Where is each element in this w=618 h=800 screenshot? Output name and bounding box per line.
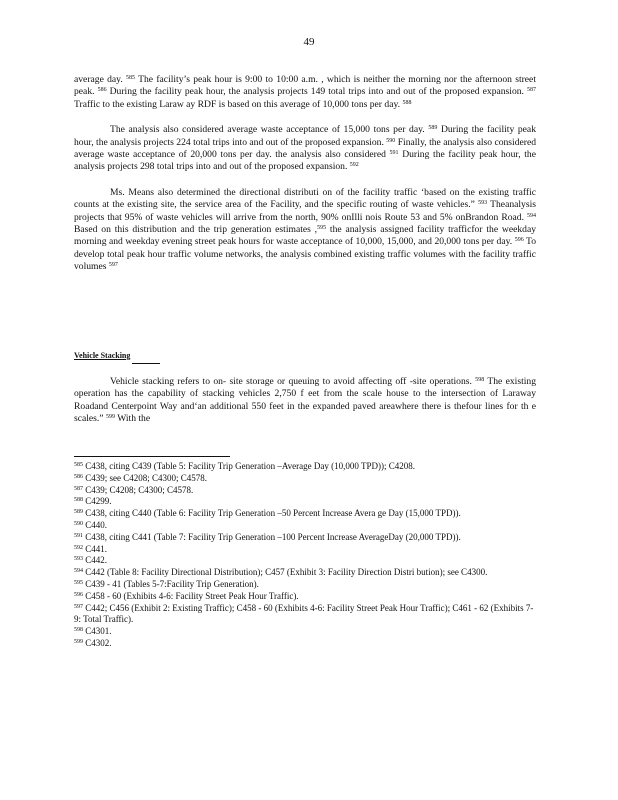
heading-underline [132,363,160,364]
footnote-number: 588 [74,497,83,504]
text-run: The facility’s peak hour is 9:00 to 10:00 a.m. , which is neither the morning nor the afternoon street peak. [74,74,536,98]
footnote [74,555,536,567]
footnote-ref: 591 [389,150,399,157]
footnote-ref: 598 [475,377,485,383]
footnote-number: 595 [74,579,83,586]
section-heading: Vehicle Stacking [74,351,131,360]
footnote-text: C439; see C4208; C4300; C4578. [83,472,208,483]
text-run: Vehicle stacking refers to on- site storage or queuing to avoid affecting off -site operations. [110,376,476,387]
footnote-number: 591 [74,532,83,539]
footnotes [74,461,536,650]
text-run: During the facility peak hour, the analysis projects 224 total trips into and out of the proposed expansion. [74,124,536,148]
footnote-ref: 586 [97,87,107,94]
footnote-text: C4302. [83,637,112,648]
page-number: 49 [303,36,315,48]
footnote-number: 597 [74,603,83,610]
footnote-ref: 594 [527,212,536,219]
text-run: The existing operation has the capability of stacking vehicles 2,750 f eet from the scale house to the intersection of Laraway Roadand Centerpoint Way and‘an additional 550 feet in the expanded paved areawhere there is thefour lines for th e scales.” [74,376,537,425]
paragraph [74,376,536,426]
text-run: With the [114,413,151,425]
footnote [74,485,536,497]
footnote-text: C438, citing C439 (Table 5: Facility Trip Generation –Average Day (10,000 TPD)); C4208. [83,461,415,471]
footnote-text: C438, citing C440 (Table 6: Facility Trip Generation –50 Percent Increase Avera ge Day (15,000 TPD)). [83,508,461,519]
footnote [74,461,536,473]
footnote-ref: 585 [126,75,136,81]
footnote [74,473,536,485]
footnote-number: 585 [74,462,83,468]
footnote-ref: 590 [386,137,396,144]
footnote [74,508,536,520]
footnote [74,496,536,508]
footnote-number: 586 [74,473,83,480]
footnote-text: C439; C4208; C4300; C4578. [83,484,194,495]
footnote-text: C438, citing C441 (Table 7: Facility Trip Generation –100 Percent Increase AverageDay (20,000 TPD)). [83,531,461,542]
text-run: During the facility peak hour, the analysis projects 298 total trips into and out of the proposed expansion. [74,149,536,173]
text-run: Based on this distribution and the trip generation estimates , [74,224,318,236]
footnote-number: 587 [74,485,83,492]
footnote-ref: 587 [527,87,536,94]
footnote [74,603,536,627]
text-run: average day. [74,74,127,85]
footnote [74,638,536,650]
footnote-text: C4301. [83,626,112,637]
footnote-number: 592 [74,544,83,551]
footnote-number: 593 [74,556,83,563]
footnote [74,567,536,579]
footnote-number: 589 [74,509,83,516]
footnote-text: C441. [83,543,108,554]
paragraph [74,74,536,111]
footnote-ref: 589 [428,125,438,132]
footnote-number: 596 [74,591,83,598]
text-run: The analysis also considered average waste acceptance of 15,000 tons per day. [110,124,429,136]
text-run: To develop total peak hour traffic volume networks, the analysis combined existing traffic volumes with the facility traffic volumes [74,236,536,273]
footnote-text: C442; C456 (Exhibit 2: Existing Traffic); C458 - 60 (Exhibits 4-6: Facility Street Peak Hour Traffic); C461 - 62 (Exhibits 7-9: Total Traffic). [74,602,534,625]
footnote-ref: 592 [349,162,359,169]
footnote-number: 594 [74,568,83,575]
footnote [74,520,536,532]
paragraph [74,187,536,274]
footnote-ref: 597 [108,262,118,269]
footnote [74,591,536,603]
footnote-text: C442 (Table 8: Facility Directional Distribution); C457 (Exhibit 3: Facility Direction Distri bution); see C4300. [83,567,488,578]
body-text-bottom [74,376,536,439]
text-run: the analysis assigned facility trafficfor the weekday morning and weekday evening street peak hours for waste acceptance of 10,000, 15,000, and 20,000 tons per day. [74,224,536,248]
footnote-text: C442. [83,555,108,566]
text-run: Traffic to the existing Laraw ay RDF is based on this average of 10,000 tons per day. [74,98,403,110]
footnote [74,544,536,556]
paragraph [74,124,536,174]
footnote-number: 598 [74,627,83,634]
footnote-ref: 595 [317,225,327,232]
footnote-text: C4299. [83,496,112,507]
footnote-text: C458 - 60 (Exhibits 4-6: Facility Street Peak Hour Traffic). [83,590,299,601]
text-run: Theanalysis projects that 95% of waste vehicles will arrive from the north, 90% onIlli nois Route 53 and 5% onBrandon Road. [74,199,536,223]
text-run: Finally, the analysis also considered average waste acceptance of 20,000 tons per day. the analysis also considered [74,136,537,161]
footnote [74,532,536,544]
text-run: Ms. Means also determined the directional distributi on of the facility traffic ‘based on the existing traffic counts at the existing site, the service area of the Facility, and the specific routing of waste vehicles.” [74,186,536,211]
footnote [74,626,536,638]
footnote-ref: 588 [402,99,412,106]
footnote-ref: 596 [514,237,524,244]
footnote-ref: 599 [105,414,115,421]
footnote-number: 590 [74,520,83,527]
body-text-top [74,74,536,287]
footnote [74,579,536,591]
text-run: During the facility peak hour, the analysis projects 149 total trips into and out of the proposed expansion. [106,86,527,98]
footnote-ref: 593 [478,200,488,207]
footnote-number: 599 [74,638,83,645]
footnote-text: C439 - 41 (Tables 5-7:Facility Trip Generation). [83,578,259,589]
footnote-separator [74,456,230,457]
footnote-text: C440. [83,519,108,530]
